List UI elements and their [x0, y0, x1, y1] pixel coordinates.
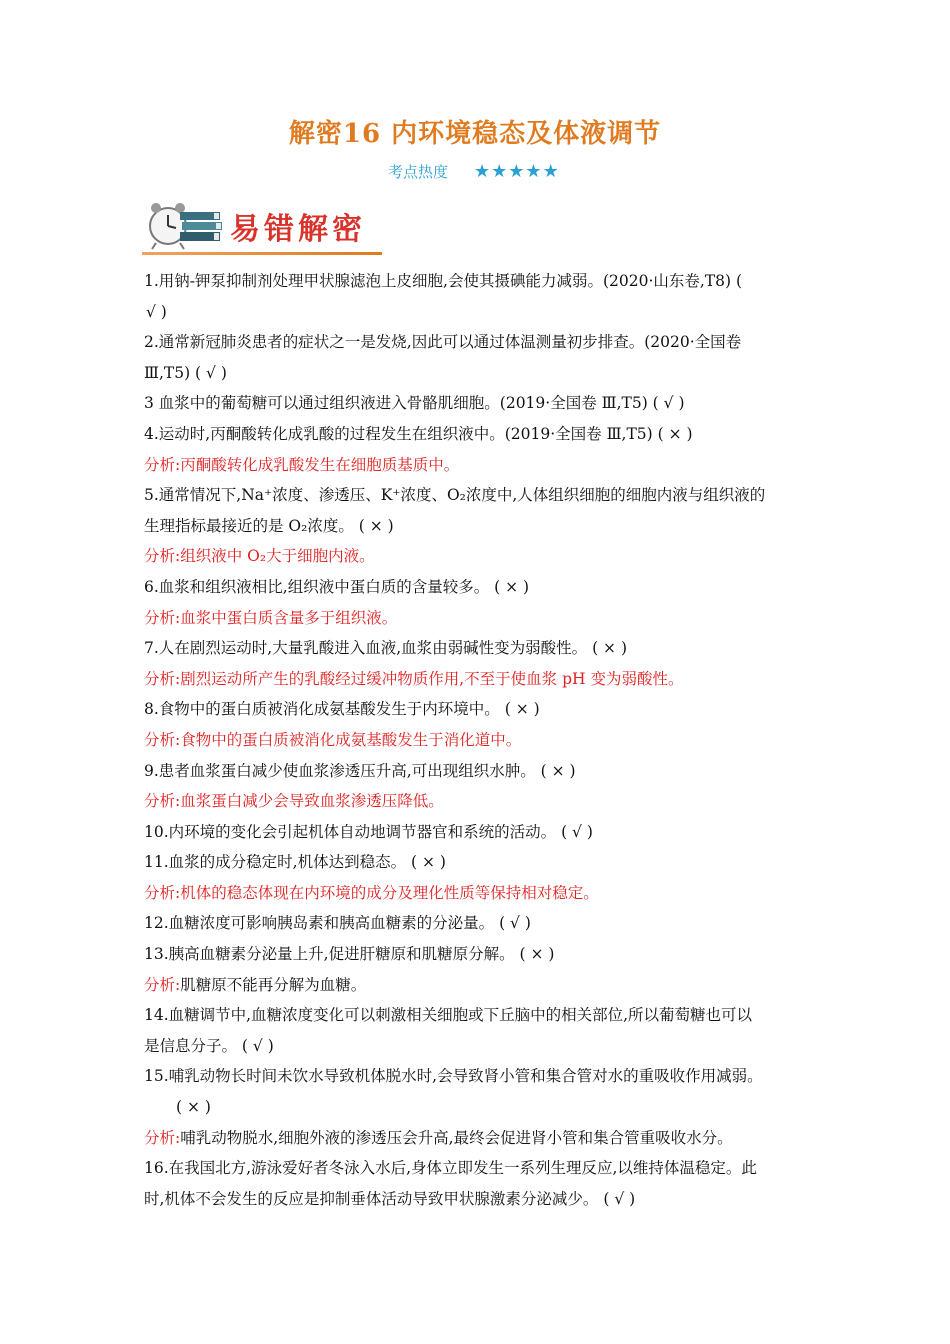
question-line: 13.胰高血糖素分泌量上升,促进肝糖原和肌糖原分解。 ( × )	[144, 945, 555, 964]
analysis-line	[144, 1123, 808, 1154]
question-line: 4.运动时,丙酮酸转化成乳酸的过程发生在组织液中。(2019·全国卷 Ⅲ,T5) ( × )	[144, 424, 693, 443]
analysis-line: 分析:血浆蛋白减少会导致血浆渗透压降低。	[144, 792, 444, 811]
question-line: 8.食物中的蛋白质被消化成氨基酸发生于内环境中。 ( × )	[144, 700, 540, 719]
question-line: 10.内环境的变化会引起机体自动地调节器官和系统的活动。 ( √ )	[144, 822, 593, 841]
question-line: 16.在我国北方,游泳爱好者冬泳入水后,身体立即发生一系列生理反应,以维持体温稳定。此	[144, 1159, 757, 1178]
analysis-line: 分析:组织液中 O₂大于细胞内液。	[144, 547, 375, 566]
question-line: 6.血浆和组织液相比,组织液中蛋白质的含量较多。 ( × )	[144, 577, 530, 596]
question-line: 2.通常新冠肺炎患者的症状之一是发烧,因此可以通过体温测量初步排查。(2020·全国卷	[144, 333, 742, 352]
page-title: 解密16 内环境稳态及体液调节	[288, 119, 662, 149]
question-line: 15.哺乳动物长时间未饮水导致机体脱水时,会导致肾小管和集合管对水的重吸收作用减弱。	[144, 1067, 763, 1086]
section-banner	[142, 196, 382, 256]
question-line: 是信息分子。 ( √ )	[144, 1036, 274, 1055]
analysis-text: 哺乳动物脱水,细胞外液的渗透压会升高,最终会促进肾小管和集合管重吸收水分。	[180, 1128, 733, 1147]
question-line: 7.人在剧烈运动时,大量乳酸进入血液,血浆由弱碱性变为弱酸性。 ( × )	[144, 639, 628, 658]
analysis-line: 分析:食物中的蛋白质被消化成氨基酸发生于消化道中。	[144, 730, 522, 749]
question-line: Ⅲ,T5) ( √ )	[144, 363, 227, 382]
analysis-line	[144, 970, 808, 1001]
heat-label: 考点热度	[388, 163, 449, 181]
analysis-line: 分析:机体的稳态体现在内环境的成分及理化性质等保持相对稳定。	[144, 883, 599, 902]
question-line: 14.血糖调节中,血糖浓度变化可以刺激相关细胞或下丘脑中的相关部位,所以葡萄糖也可以	[144, 1006, 753, 1025]
question-line: 3 血浆中的葡萄糖可以通过组织液进入骨骼肌细胞。(2019·全国卷 Ⅲ,T5) ( √ )	[144, 394, 685, 413]
analysis-label: 分析:	[144, 975, 181, 994]
banner-title: 易错解密	[230, 212, 366, 247]
books-icon	[180, 210, 222, 244]
question-line: ( × )	[176, 1098, 211, 1117]
analysis-label: 分析:	[144, 1128, 181, 1147]
question-line: √ )	[146, 302, 167, 321]
question-list	[144, 266, 808, 1214]
analysis-line: 分析:血浆中蛋白质含量多于组织液。	[144, 608, 398, 627]
question-line: 时,机体不会发生的反应是抑制垂体活动导致甲状腺激素分泌减少。 ( √ )	[144, 1189, 636, 1208]
question-line: 9.患者血浆蛋白减少使血浆渗透压升高,可出现组织水肿。 ( × )	[144, 761, 576, 780]
question-line: 1.用钠-钾泵抑制剂处理甲状腺滤泡上皮细胞,会使其摄碘能力减弱。(2020·山东卷,T8) (	[144, 272, 743, 290]
analysis-text: 肌糖原不能再分解为血糖。	[180, 975, 367, 994]
analysis-line: 分析:丙酮酸转化成乳酸发生在细胞质基质中。	[144, 455, 460, 474]
question-line: 11.血浆的成分稳定时,机体达到稳态。 ( × )	[144, 853, 446, 872]
heat-rating	[388, 161, 560, 182]
star-rating-icon: ★★★★★	[474, 161, 560, 182]
analysis-line: 分析:剧烈运动所产生的乳酸经过缓冲物质作用,不至于使血浆 pH 变为弱酸性。	[144, 669, 684, 688]
question-line: 12.血糖浓度可影响胰岛素和胰高血糖素的分泌量。 ( √ )	[144, 914, 531, 933]
question-line: 生理指标最接近的是 O₂浓度。 ( × )	[144, 516, 394, 535]
question-line: 5.通常情况下,Na⁺浓度、渗透压、K⁺浓度、O₂浓度中,人体组织细胞的细胞内液与组织液的	[144, 486, 766, 505]
banner-underline	[142, 252, 382, 255]
